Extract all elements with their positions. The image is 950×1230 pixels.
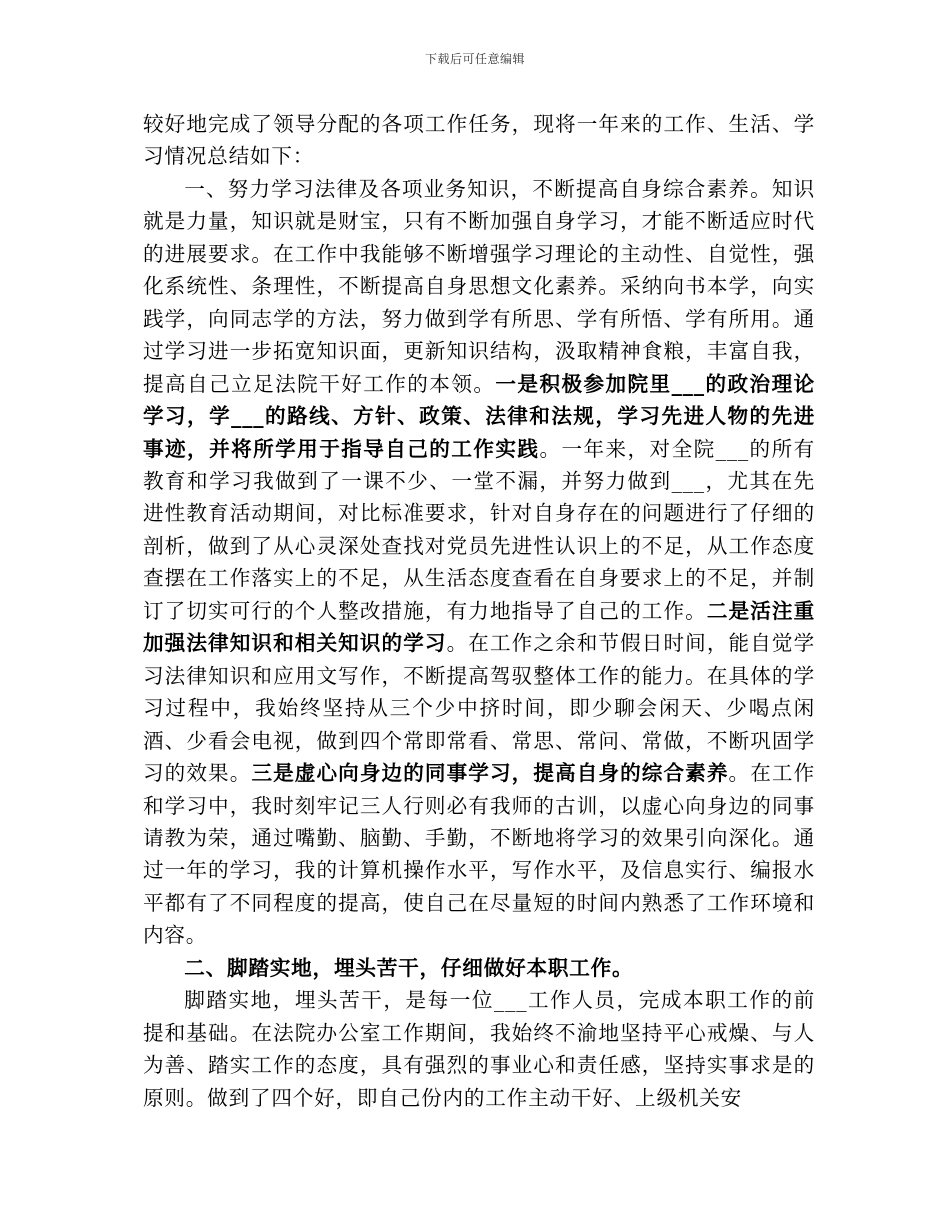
document-body xyxy=(143,108,815,1114)
paragraph-section-1 xyxy=(143,173,815,952)
paragraph-section-2 xyxy=(143,984,815,1114)
text-run: 。一年来，对全院___的所有教育和学习我做到了一课不少、一堂不漏，并努力做到___，尤其在先进性教育活动期间，对比标准要求，针对自身存在的问题进行了仔细的剖析，做到了从心灵深处查找对党员先进性认识上的不足，从工作态度查摆在工作落实上的不足，从生活态度查看在自身要求上的不足，并制订了切实可行的个人整改措施，有力地指导了自己的工作。 xyxy=(143,436,815,623)
section-2-heading xyxy=(143,952,815,984)
text-run: 一、努力学习法律及各项业务知识，不断提高自身综合素养。知识就是力量，知识就是财宝，只有不断加强自身学习，才能不断适应时代的进展要求。在工作中我能够不断增强学习理论的主动性、自觉性，强化系统性、条理性，不断提高自身思想文化素养。采纳向书本学，向实践学，向同志学的方法，努力做到学有所思、学有所悟、学有所用。通过学习进一步拓宽知识面，更新知识结构，汲取精神食粮，丰富自我，提高自己立足法院干好工作的本领。 xyxy=(143,176,815,396)
paragraph-intro xyxy=(143,108,815,173)
bold-text-run: 三是虚心向身边的同事学习，提高自身的综合素养 xyxy=(251,761,729,786)
text-run: 较好地完成了领导分配的各项工作任务，现将一年来的工作、生活、学习情况总结如下： xyxy=(143,112,815,169)
page-header: 下载后可任意编辑 xyxy=(424,52,525,66)
heading-text: 二、脚踏实地，埋头苦干，仔细做好本职工作。 xyxy=(184,955,634,980)
text-run: 。在工作之余和节假日时间，能自觉学习法律知识和应用文写作，不断提高驾驭整体工作的能力。在具体的学习过程中，我始终坚持从三个少中挤时间，即少聊会闲天、少喝点闲酒、少看会电视，做到四个常即常看、常思、常问、常做，不断巩固学习的效果。 xyxy=(143,631,815,786)
bold-text-run: 二是活注重加强法律知识和相关知识的学习 xyxy=(143,598,816,656)
text-run: 脚踏实地，埋头苦干，是每一位___工作人员，完成本职工作的前提和基础。在法院办公室工作期间，我始终不渝地坚持平心戒燥、与人为善、踏实工作的态度，具有强烈的事业心和责任感，坚持实事求是的原则。做到了四个好，即自己份内的工作主动干好、上级机关安 xyxy=(143,988,815,1110)
bold-text-run: 一是积极参加院里___的政治理论学习，学___的路线、方针、政策、法律和法规，学习先进人物的先进事迹，并将所学用于指导自己的工作实践 xyxy=(143,371,815,461)
text-run: 。在工作和学习中，我时刻牢记三人行则必有我师的古训，以虚心向身边的同事请教为荣，通过嘴勤、脑勤、手勤，不断地将学习的效果引向深化。通过一年的学习，我的计算机操作水平，写作水平，及信息实行、编报水平都有了不同程度的提高，使自己在尽量短的时间内熟悉了工作环境和内容。 xyxy=(143,761,815,948)
